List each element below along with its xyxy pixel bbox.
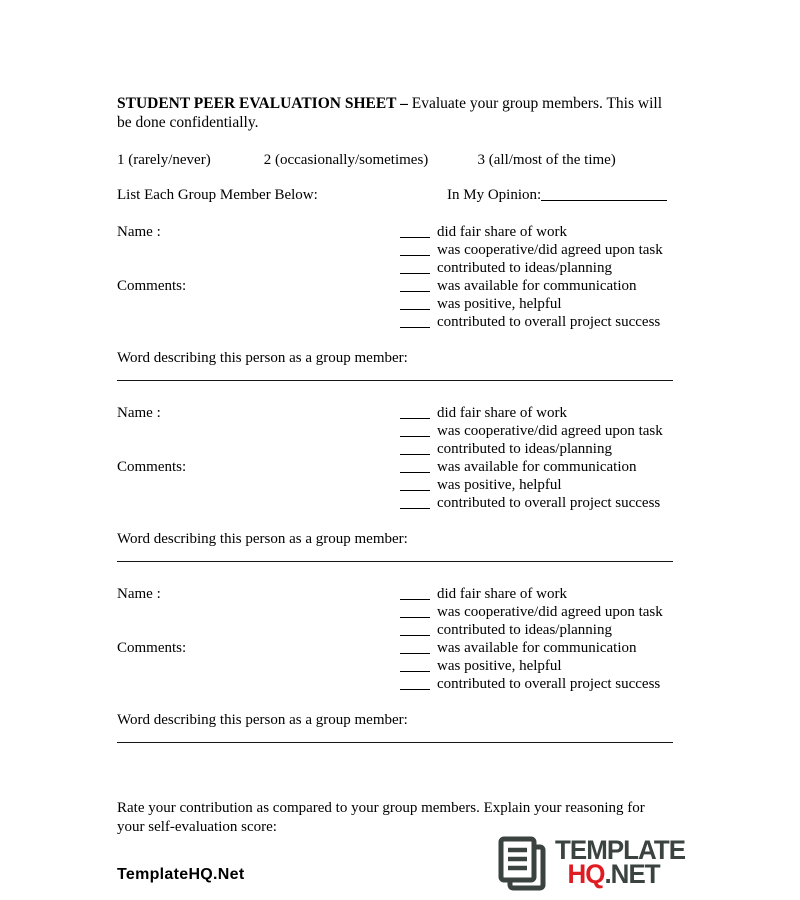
name-label: Name : xyxy=(117,405,161,421)
logo-line-hqnet xyxy=(567,859,685,889)
section-divider xyxy=(117,380,673,381)
rating-scale xyxy=(117,152,673,169)
rating-blank-line xyxy=(400,279,430,292)
criteria-label: did fair share of work xyxy=(437,224,567,240)
member-block-2 xyxy=(117,404,673,530)
criteria-row xyxy=(400,241,663,259)
criteria-row xyxy=(400,639,663,657)
list-members-label: List Each Group Member Below: xyxy=(117,187,318,203)
criteria-checklist xyxy=(400,585,663,693)
rating-blank-line xyxy=(400,442,430,455)
sheet-title xyxy=(117,94,673,132)
logo-net-text: .NET xyxy=(604,859,660,889)
member-block-3 xyxy=(117,585,673,711)
opinion-label-group xyxy=(447,187,667,204)
criteria-label: did fair share of work xyxy=(437,586,567,602)
word-describing-label: Word describing this person as a group member: xyxy=(117,712,408,728)
rating-blank-line xyxy=(400,496,430,509)
scale-option-2: 2 (occasionally/sometimes) xyxy=(263,152,429,168)
rating-blank-line xyxy=(400,406,430,419)
criteria-row xyxy=(400,422,663,440)
criteria-label: contributed to overall project success xyxy=(437,676,661,692)
comments-label: Comments: xyxy=(117,640,187,656)
criteria-row xyxy=(400,259,663,277)
rating-blank-line xyxy=(400,424,430,437)
criteria-label: was positive, helpful xyxy=(437,477,562,493)
criteria-label: was available for communication xyxy=(437,278,637,294)
opinion-blank-line xyxy=(541,188,667,201)
criteria-label: was positive, helpful xyxy=(437,658,562,674)
criteria-label: was cooperative/did agreed upon task xyxy=(437,242,663,258)
evaluation-sheet xyxy=(117,94,673,837)
criteria-checklist xyxy=(400,404,663,512)
comments-label: Comments: xyxy=(117,459,187,475)
criteria-checklist xyxy=(400,223,663,331)
member-header-row xyxy=(117,187,673,206)
rating-blank-line xyxy=(400,243,430,256)
rating-blank-line xyxy=(400,225,430,238)
member-block-1 xyxy=(117,223,673,349)
section-divider xyxy=(117,742,673,743)
rating-blank-line xyxy=(400,315,430,328)
criteria-label: was positive, helpful xyxy=(437,296,562,312)
criteria-label: contributed to ideas/planning xyxy=(437,441,612,457)
criteria-row xyxy=(400,404,663,422)
rating-blank-line xyxy=(400,460,430,473)
logo-wordmark xyxy=(555,835,686,889)
criteria-label: was available for communication xyxy=(437,640,637,656)
criteria-row xyxy=(400,675,663,693)
criteria-row xyxy=(400,621,663,639)
criteria-label: did fair share of work xyxy=(437,405,567,421)
section-divider xyxy=(117,561,673,562)
criteria-label: was cooperative/did agreed upon task xyxy=(437,604,663,620)
logo-hq-text: HQ xyxy=(567,859,605,889)
sheet-title-bold: STUDENT PEER EVALUATION SHEET – xyxy=(117,95,408,112)
criteria-row xyxy=(400,494,663,512)
logo-line-template: TEMPLATE xyxy=(555,835,686,865)
criteria-row xyxy=(400,585,663,603)
criteria-label: was available for communication xyxy=(437,459,637,475)
criteria-row xyxy=(400,657,663,675)
scale-option-1: 1 (rarely/never) xyxy=(117,152,211,168)
criteria-row xyxy=(400,277,663,295)
criteria-row xyxy=(400,313,663,331)
word-describing-label: Word describing this person as a group member: xyxy=(117,531,408,547)
comments-label: Comments: xyxy=(117,278,187,294)
criteria-label: contributed to ideas/planning xyxy=(437,622,612,638)
criteria-row xyxy=(400,458,663,476)
name-label: Name : xyxy=(117,224,161,240)
documents-icon xyxy=(497,836,551,894)
rating-blank-line xyxy=(400,677,430,690)
criteria-label: was cooperative/did agreed upon task xyxy=(437,423,663,439)
name-label: Name : xyxy=(117,586,161,602)
rating-blank-line xyxy=(400,478,430,491)
word-describing-label: Word describing this person as a group member: xyxy=(117,350,408,366)
rating-blank-line xyxy=(400,623,430,636)
sheet-title-rest: Evaluate your group members. This will be done confidentially. xyxy=(117,95,662,131)
criteria-row xyxy=(400,603,663,621)
scale-option-3: 3 (all/most of the time) xyxy=(477,152,616,168)
rating-blank-line xyxy=(400,261,430,274)
rating-blank-line xyxy=(400,641,430,654)
criteria-row xyxy=(400,440,663,458)
rating-blank-line xyxy=(400,605,430,618)
criteria-label: contributed to overall project success xyxy=(437,314,661,330)
rating-blank-line xyxy=(400,587,430,600)
rating-blank-line xyxy=(400,659,430,672)
criteria-label: contributed to overall project success xyxy=(437,495,661,511)
opinion-label: In My Opinion: xyxy=(447,187,542,203)
criteria-row xyxy=(400,295,663,313)
brand-text: TemplateHQ.Net xyxy=(117,866,245,883)
criteria-row xyxy=(400,223,663,241)
rating-blank-line xyxy=(400,297,430,310)
self-evaluation-prompt: Rate your contribution as compared to your group members. Explain your reasoning for your self-evaluation score: xyxy=(117,800,645,835)
criteria-row xyxy=(400,476,663,494)
criteria-label: contributed to ideas/planning xyxy=(437,260,612,276)
templatehq-logo xyxy=(497,836,691,894)
